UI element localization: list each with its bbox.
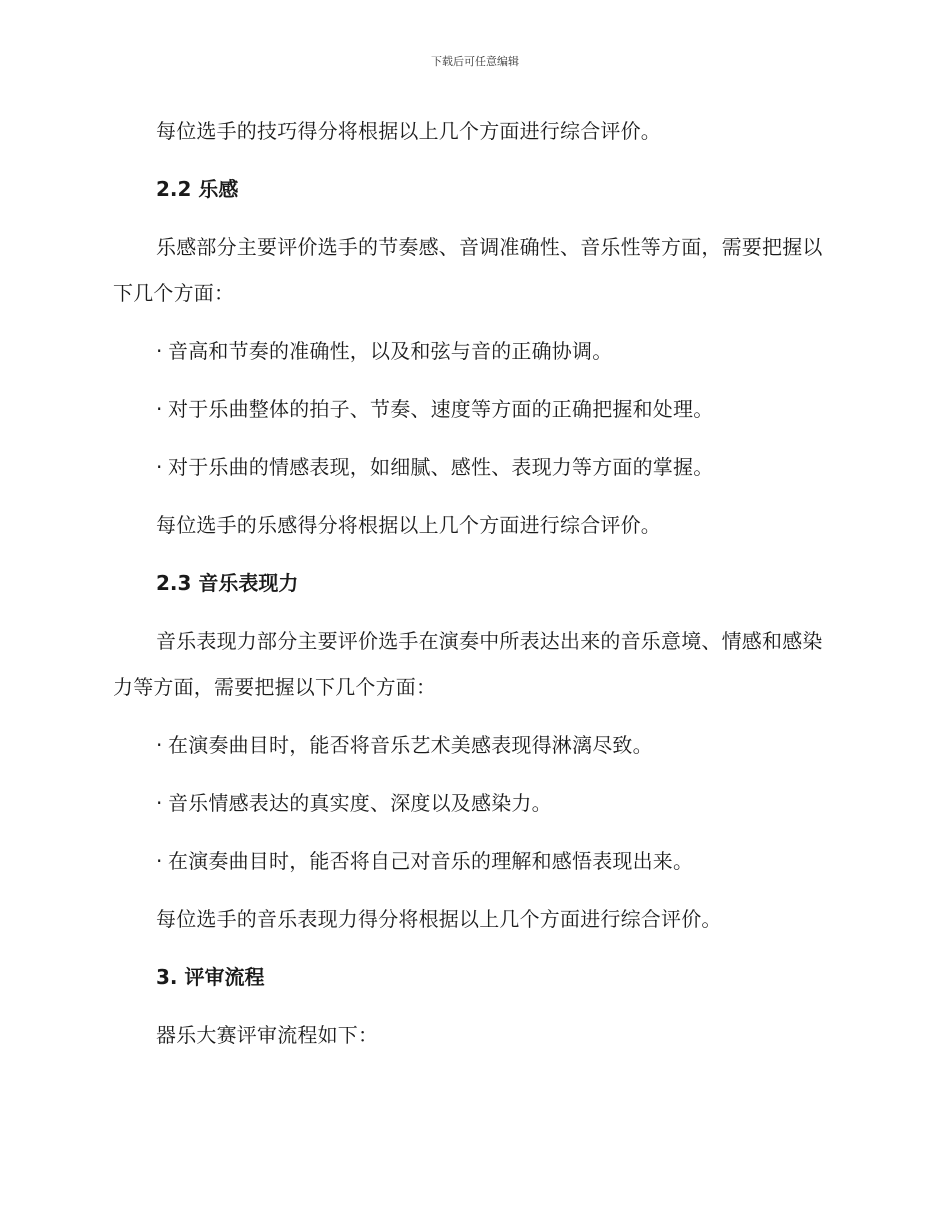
list-item: [113, 328, 833, 374]
section-heading-review-process: 3. 评审流程: [156, 965, 265, 989]
page-header: 下载后可任意编辑: [431, 55, 519, 68]
section-heading-musicality: 2.2 乐感: [156, 177, 239, 201]
list-item-text: 在演奏曲目时，能否将音乐艺术美感表现得淋漓尽致。: [168, 733, 653, 757]
list-item: [113, 444, 833, 490]
bullet-icon: ·: [156, 733, 163, 757]
paragraph-expressiveness-summary: 每位选手的音乐表现力得分将根据以上几个方面进行综合评价。: [156, 907, 722, 931]
paragraph-expressiveness-intro: 音乐表现力部分主要评价选手在演奏中所表达出来的音乐意境、情感和感染力等方面，需要把握以下几个方面：: [113, 629, 823, 699]
list-item-text: 对于乐曲整体的拍子、节奏、速度等方面的正确把握和处理。: [168, 397, 714, 421]
paragraph-review-process-intro: 器乐大赛评审流程如下：: [156, 1023, 379, 1047]
list-item: [113, 386, 833, 432]
bullet-icon: ·: [156, 397, 163, 421]
bullet-icon: ·: [156, 455, 163, 479]
list-item: [113, 722, 833, 768]
paragraph-musicality-summary: 每位选手的乐感得分将根据以上几个方面进行综合评价。: [156, 513, 661, 537]
bullet-icon: ·: [156, 849, 163, 873]
list-item-text: 音高和节奏的准确性，以及和弦与音的正确协调。: [168, 339, 613, 363]
list-item-text: 在演奏曲目时，能否将自己对音乐的理解和感悟表现出来。: [168, 849, 694, 873]
bullet-icon: ·: [156, 791, 163, 815]
list-item-text: 音乐情感表达的真实度、深度以及感染力。: [168, 791, 552, 815]
list-item: [113, 780, 833, 826]
list-item-text: 对于乐曲的情感表现，如细腻、感性、表现力等方面的掌握。: [168, 455, 714, 479]
paragraph-technique-summary: 每位选手的技巧得分将根据以上几个方面进行综合评价。: [156, 119, 661, 143]
list-item: [113, 838, 833, 884]
bullet-icon: ·: [156, 339, 163, 363]
paragraph-musicality-intro: 乐感部分主要评价选手的节奏感、音调准确性、音乐性等方面，需要把握以下几个方面：: [113, 235, 823, 305]
section-heading-expressiveness: 2.3 音乐表现力: [156, 571, 299, 595]
document-body: [113, 108, 833, 1070]
